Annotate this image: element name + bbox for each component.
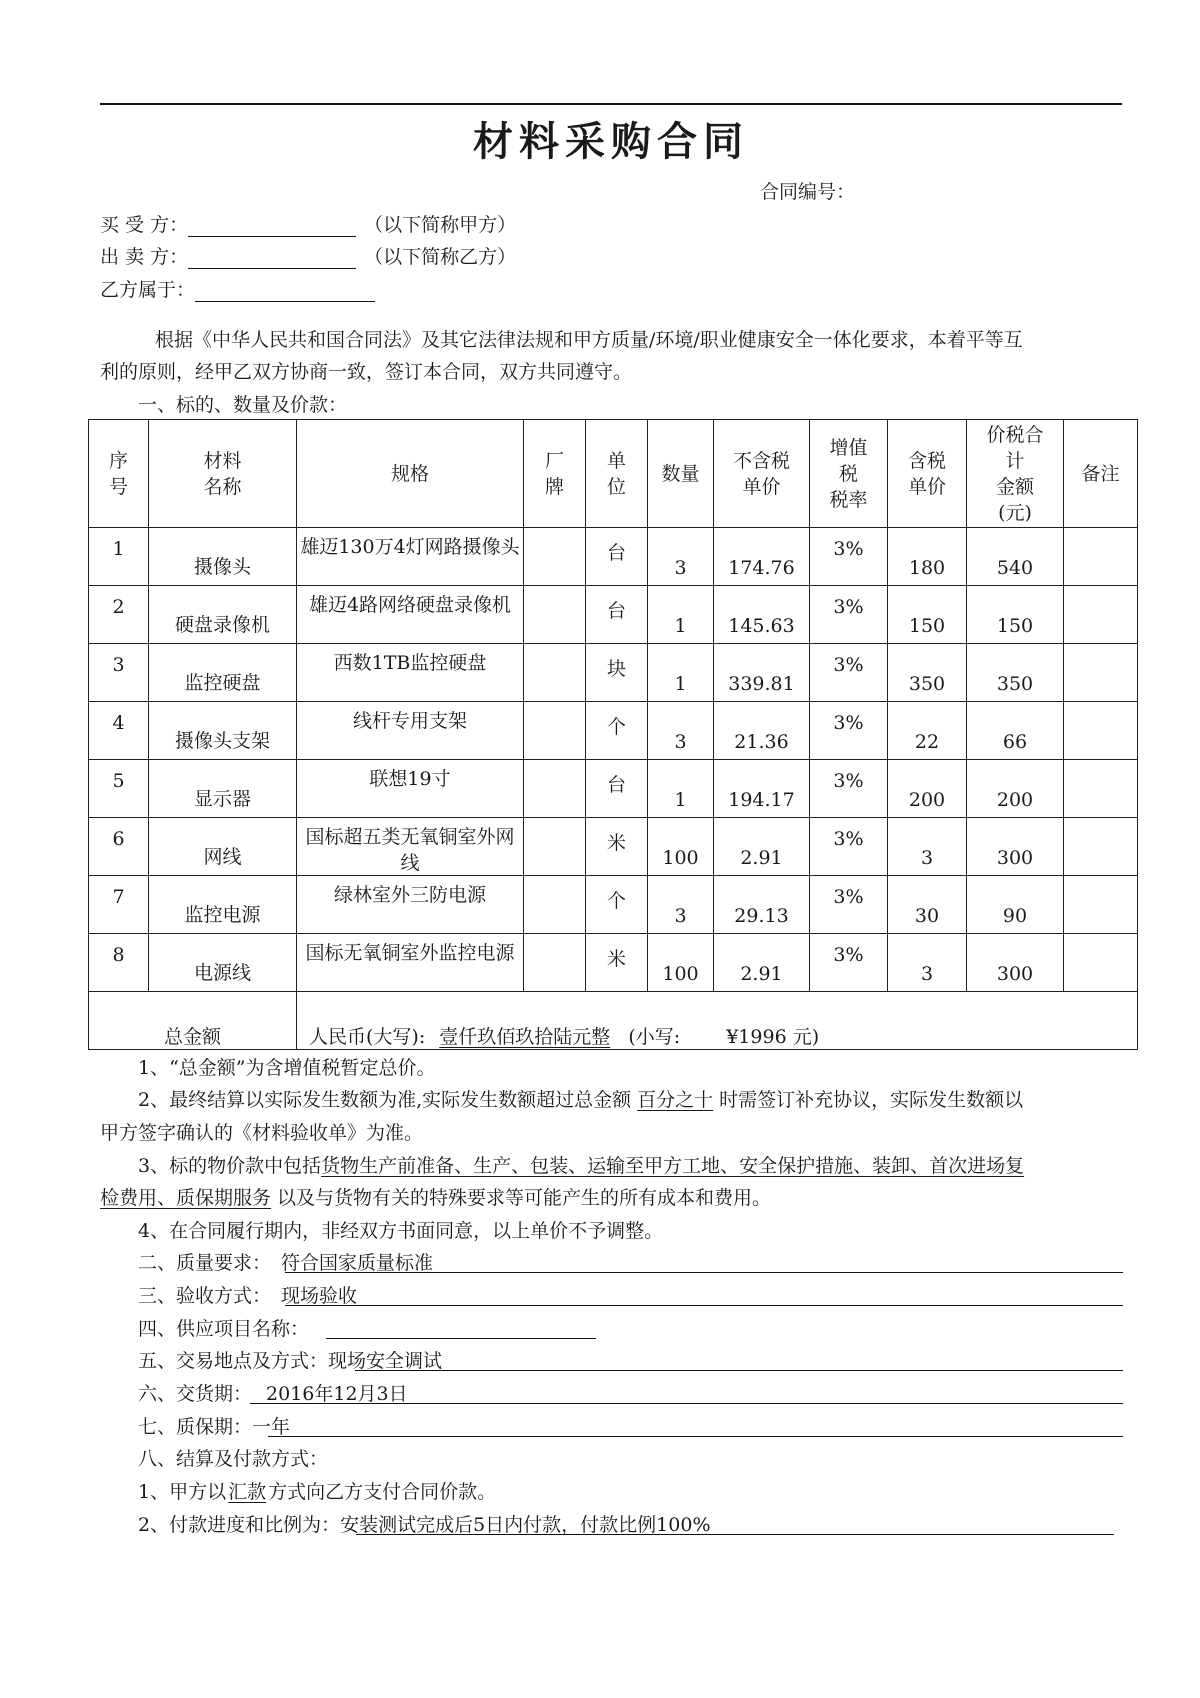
total-amount [297,992,1138,1050]
preamble-line1: 根据《中华人民共和国合同法》及其它法律法规和甲方质量/环境/职业健康安全一体化要求，本着平等互 [155,329,1023,351]
cell-price-ex: 2.91 [714,934,810,992]
cell-price-ex: 194.17 [714,760,810,818]
payment-1: 1、甲方以 汇款 方式向乙方支付合同价款。 [138,1481,497,1503]
cell-qty: 1 [648,586,714,644]
cell-name: 摄像头 [149,528,297,586]
cell-brand [524,644,586,702]
quality-underline [285,1272,1123,1273]
trade-row: 五、交易地点及方式：现场安全调试 [138,1350,443,1372]
contract-title: 材料采购合同 [473,118,749,165]
header-name: 材料 名称 [149,420,297,528]
cell-price-in: 150 [888,586,967,644]
cell-qty: 1 [648,760,714,818]
cell-price-in: 3 [888,818,967,876]
cell-note [1064,934,1138,992]
cell-note [1064,818,1138,876]
cell-tax: 3% [810,818,888,876]
cell-unit: 米 [586,934,648,992]
cell-name: 硬盘录像机 [149,586,297,644]
contract-number-label: 合同编号： [760,181,856,203]
header-brand: 厂 牌 [524,420,586,528]
cell-price-in: 30 [888,876,967,934]
cell-unit: 个 [586,702,648,760]
cell-tax: 3% [810,760,888,818]
items-table [88,419,1138,1050]
cell-name: 监控电源 [149,876,297,934]
table-header-row [89,420,1138,528]
cell-price-ex: 339.81 [714,644,810,702]
cell-total: 200 [967,760,1064,818]
cell-spec: 国标无氧铜室外监控电源 [297,934,524,992]
acceptance-value: 现场验收 [281,1285,358,1307]
belongs-blank[interactable] [195,281,375,302]
cell-price-ex: 21.36 [714,702,810,760]
buyer-blank[interactable] [188,216,356,237]
cell-note [1064,586,1138,644]
cell-seq: 2 [89,586,149,644]
header-seq: 序 号 [89,420,149,528]
cell-seq: 6 [89,818,149,876]
project-row: 四、供应项目名称： [138,1318,310,1340]
delivery-row: 六、交货期： 2016年12月3日 [138,1383,408,1405]
cell-note [1064,528,1138,586]
warranty-underline [268,1436,1123,1437]
cell-tax: 3% [810,644,888,702]
buyer-row [100,210,516,237]
cell-spec: 绿林室外三防电源 [297,876,524,934]
trade-underline [355,1370,1123,1371]
top-rule [100,103,1122,105]
quality-row: 二、质量要求： 符合国家质量标准 [138,1252,434,1274]
cell-tax: 3% [810,702,888,760]
table-row [89,528,1138,586]
cell-unit: 台 [586,586,648,644]
cell-seq: 7 [89,876,149,934]
cell-price-in: 3 [888,934,967,992]
cell-total: 300 [967,934,1064,992]
cell-brand [524,876,586,934]
cell-unit: 块 [586,644,648,702]
clause-2-line2: 甲方签字确认的《材料验收单》为准。 [100,1122,424,1144]
header-price-ex: 不含税 单价 [714,420,810,528]
cell-total: 350 [967,644,1064,702]
cell-spec: 国标超五类无氧铜室外网线 [297,818,524,876]
clause-4: 4、在合同履行期内，非经双方书面同意，以上单价不予调整。 [138,1220,664,1242]
total-lower-label: (小写: [628,1026,681,1048]
cell-unit: 米 [586,818,648,876]
table-row [89,876,1138,934]
cell-seq: 5 [89,760,149,818]
seller-note: （以下简称乙方） [364,246,517,268]
table-row [89,760,1138,818]
cell-seq: 4 [89,702,149,760]
table-row [89,586,1138,644]
cell-price-in: 350 [888,644,967,702]
clause-2-underlined: 百分之十 [637,1089,714,1111]
cell-brand [524,528,586,586]
header-qty: 数量 [648,420,714,528]
cell-qty: 100 [648,934,714,992]
cell-price-in: 180 [888,528,967,586]
trade-value: 现场安全调试 [328,1350,443,1372]
cell-brand [524,760,586,818]
header-spec: 规格 [297,420,524,528]
cell-seq: 8 [89,934,149,992]
seller-label: 出 卖 方： [100,246,189,268]
cell-total: 90 [967,876,1064,934]
cell-name: 电源线 [149,934,297,992]
cell-qty: 3 [648,528,714,586]
table-row [89,934,1138,992]
warranty-row: 七、质保期：一年 [138,1416,291,1438]
total-lower: ¥1996 元) [726,1026,820,1048]
clause-3-underlined-1: 货物生产前准备、生产、包装、运输至甲方工地、安全保护措施、装卸、首次进场复 [321,1155,1025,1177]
table-row [89,818,1138,876]
delivery-underline [250,1403,1123,1404]
payment-2-underline [356,1534,1114,1535]
payment-method: 汇款 [228,1481,267,1503]
cell-note [1064,702,1138,760]
cell-brand [524,818,586,876]
header-unit: 单 位 [586,420,648,528]
cell-qty: 100 [648,818,714,876]
cell-seq: 3 [89,644,149,702]
payment-2: 2、付款进度和比例为：安装测试完成后5日内付款，付款比例100% [138,1514,711,1536]
acceptance-underline [285,1305,1123,1306]
cell-spec: 联想19寸 [297,760,524,818]
cell-tax: 3% [810,934,888,992]
cell-spec: 雄迈130万4灯网路摄像头 [297,528,524,586]
belongs-row [100,275,375,302]
cell-total: 150 [967,586,1064,644]
cell-brand [524,702,586,760]
payment-title: 八、结算及付款方式： [138,1448,329,1470]
cell-note [1064,644,1138,702]
total-label: 总金额 [89,992,297,1050]
cell-name: 摄像头支架 [149,702,297,760]
cell-total: 540 [967,528,1064,586]
cell-tax: 3% [810,586,888,644]
buyer-label: 买 受 方： [100,214,189,236]
cell-qty: 3 [648,876,714,934]
total-upper: 壹仟玖佰玖拾陆元整 [439,1026,611,1048]
cell-unit: 个 [586,876,648,934]
cell-qty: 3 [648,702,714,760]
cell-name: 显示器 [149,760,297,818]
buyer-note: （以下简称甲方） [364,214,517,236]
delivery-value: 2016年12月3日 [266,1383,408,1405]
section1-title: 一、标的、数量及价款： [138,394,348,416]
table-row [89,702,1138,760]
cell-tax: 3% [810,876,888,934]
cell-brand [524,934,586,992]
warranty-value: 一年 [252,1416,291,1438]
cell-price-ex: 145.63 [714,586,810,644]
cell-unit: 台 [586,760,648,818]
cell-spec: 雄迈4路网络硬盘录像机 [297,586,524,644]
seller-row [100,242,516,269]
clause-3: 3、标的物价款中包括货物生产前准备、生产、包装、运输至甲方工地、安全保护措施、装卸、首次进场复 [138,1155,1025,1177]
belongs-label: 乙方属于： [100,279,196,301]
cell-seq: 1 [89,528,149,586]
quality-value: 符合国家质量标准 [281,1252,434,1274]
cell-tax: 3% [810,528,888,586]
cell-price-ex: 174.76 [714,528,810,586]
clause-1: 1、“总金额”为含增值税暂定总价。 [138,1057,436,1079]
cell-price-in: 200 [888,760,967,818]
cell-price-ex: 29.13 [714,876,810,934]
cell-name: 网线 [149,818,297,876]
clause-3-underlined-2: 检费用、质保期服务 [100,1187,272,1209]
header-total: 价税合 计 金额 (元) [967,420,1064,528]
header-price-in: 含税 单价 [888,420,967,528]
total-row [89,992,1138,1050]
cell-note [1064,876,1138,934]
cell-qty: 1 [648,644,714,702]
project-underline[interactable] [326,1338,596,1339]
cell-total: 300 [967,818,1064,876]
preamble-line2: 利的原则，经甲乙双方协商一致，签订本合同，双方共同遵守。 [100,361,633,383]
cell-total: 66 [967,702,1064,760]
cell-price-in: 22 [888,702,967,760]
cell-note [1064,760,1138,818]
cell-name: 监控硬盘 [149,644,297,702]
cell-spec: 西数1TB监控硬盘 [297,644,524,702]
cell-price-ex: 2.91 [714,818,810,876]
clause-3-line2: 检费用、质保期服务 以及与货物有关的特殊要求等可能产生的所有成本和费用。 [100,1187,772,1209]
payment-schedule: 安装测试完成后5日内付款，付款比例100% [340,1514,711,1536]
cell-brand [524,586,586,644]
cell-spec: 线杆专用支架 [297,702,524,760]
seller-blank[interactable] [188,248,356,269]
header-note: 备注 [1064,420,1138,528]
clause-2: 2、最终结算以实际发生数额为准,实际发生数额超过总金额 百分之十 时需签订补充协议，实际发生数额以 [138,1089,1024,1111]
acceptance-row: 三、验收方式： 现场验收 [138,1285,358,1307]
table-row [89,644,1138,702]
cell-unit: 台 [586,528,648,586]
header-tax-rate: 增值 税 税率 [810,420,888,528]
total-prefix: 人民币(大写): [309,1026,426,1048]
